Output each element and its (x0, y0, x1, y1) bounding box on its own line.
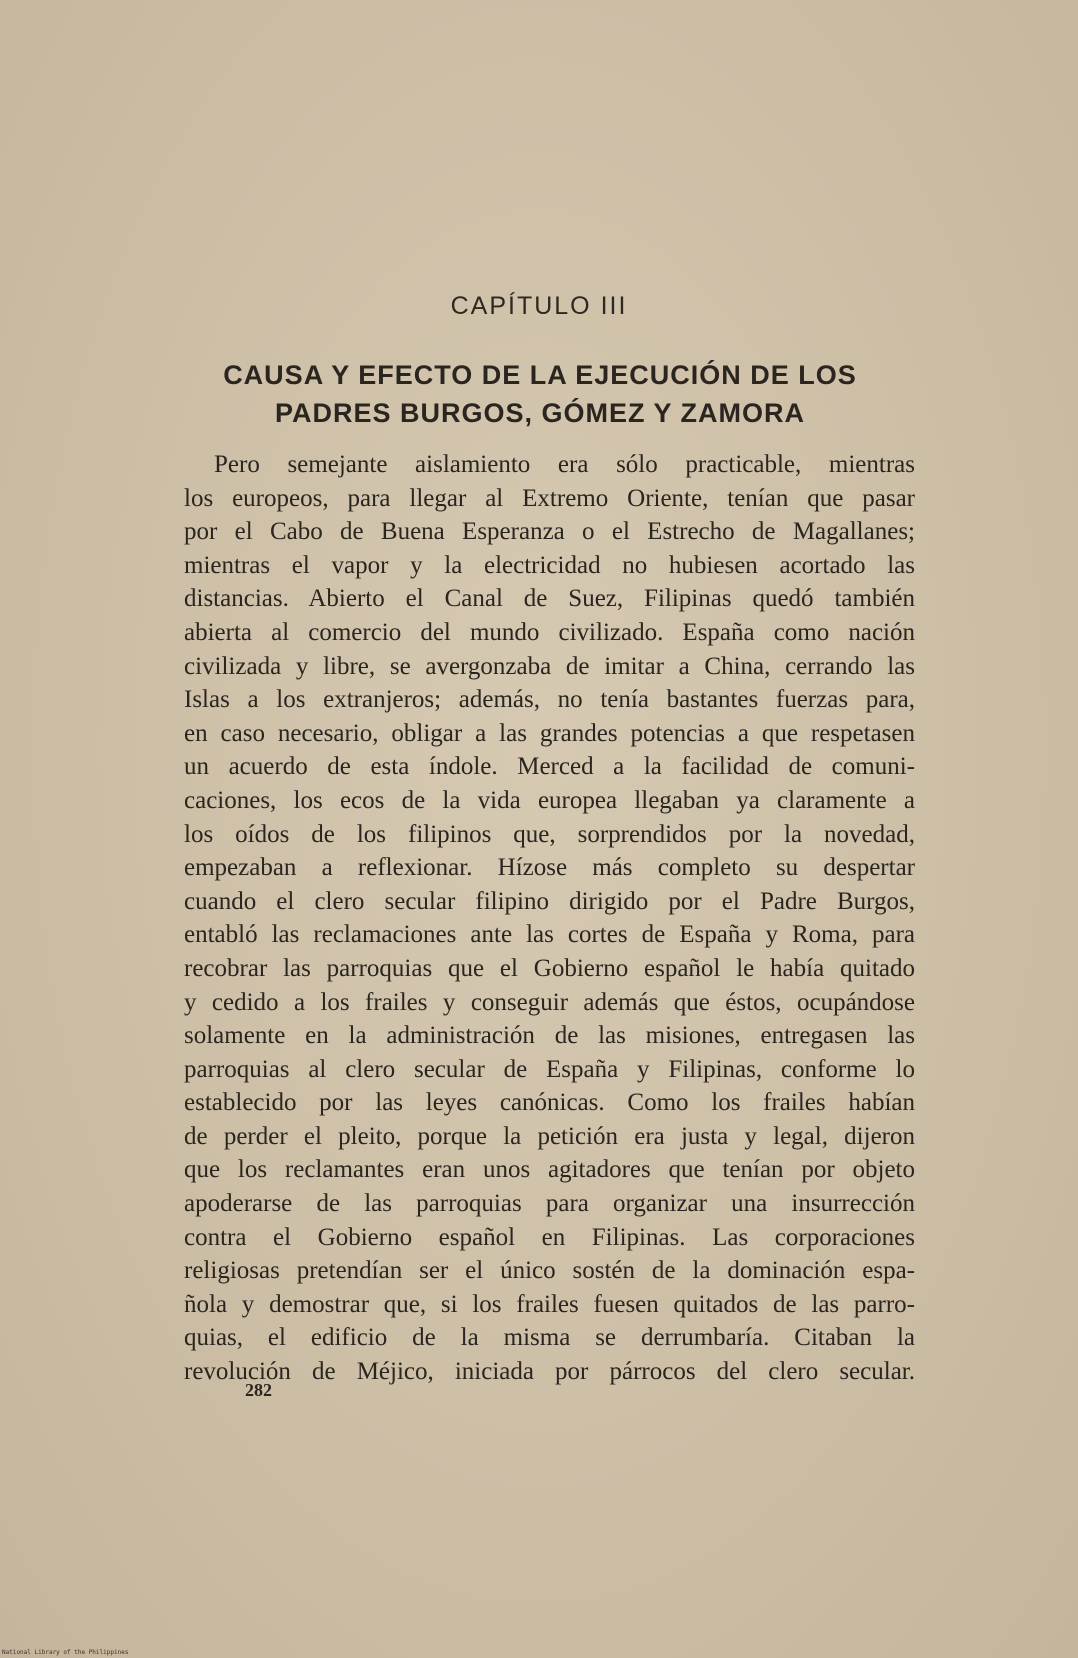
text-line: de perder el pleito, porque la petición era justa y legal, dijeron (184, 1122, 915, 1150)
chapter-title-line: PADRES BURGOS, GÓMEZ Y ZAMORA (274, 398, 806, 428)
text-line: recobrar las parroquias que el Gobierno español le había quitado (184, 954, 915, 982)
text-line: entabló las reclamaciones ante las cortes de España y Roma, para (184, 921, 915, 949)
page-number: 282 (245, 1380, 272, 1400)
footer-credit: National Library of the Philippines (2, 1649, 129, 1656)
text-line: que los reclamantes eran unos agitadores que tenían por objeto (184, 1156, 915, 1184)
text-line: apoderarse de las parroquias para organizar una insurrección (184, 1190, 915, 1218)
text-line: ñola y demostrar que, si los frailes fuesen quitados de las parro- (184, 1290, 915, 1318)
text-line: revolución de Méjico, iniciada por párrocos del clero secular. (184, 1358, 915, 1386)
text-line: establecido por las leyes canónicas. Como los frailes habían (184, 1089, 915, 1117)
text-line: solamente en la administración de las misiones, entregasen las (184, 1022, 915, 1050)
chapter-title-line: CAUSA Y EFECTO DE LA EJECUCIÓN DE LOS (223, 360, 857, 390)
text-line: civilizada y libre, se avergonzaba de imitar a China, cerrando las (184, 652, 915, 680)
text-line: cuando el clero secular filipino dirigido por el Padre Burgos, (184, 887, 915, 915)
text-line: por el Cabo de Buena Esperanza o el Estrecho de Magallanes; (184, 518, 915, 546)
text-line: religiosas pretendían ser el único sostén de la dominación espa- (184, 1257, 915, 1285)
text-line: empezaban a reflexionar. Hízose más completo su despertar (184, 854, 915, 882)
text-line: un acuerdo de esta índole. Merced a la facilidad de comuni- (184, 753, 915, 781)
text-line: en caso necesario, obligar a las grandes potencias a que respetasen (184, 719, 915, 747)
text-line: abierta al comercio del mundo civilizado. España como nación (184, 618, 915, 646)
text-line: y cedido a los frailes y conseguir además que éstos, ocupándose (184, 988, 915, 1016)
text-line: mientras el vapor y la electricidad no hubiesen acortado las (184, 551, 915, 579)
chapter-label: CAPÍTULO III (450, 292, 628, 320)
text-line: caciones, los ecos de la vida europea llegaban ya claramente a (184, 786, 915, 814)
chapter-title (160, 356, 920, 432)
body-paragraph (184, 448, 915, 1389)
text-line: Pero semejante aislamiento era sólo practicable, mientras (214, 451, 915, 478)
text-line: quias, el edificio de la misma se derrumbaría. Citaban la (184, 1324, 915, 1352)
text-line: parroquias al clero secular de España y Filipinas, conforme lo (184, 1055, 915, 1083)
text-line: los europeos, para llegar al Extremo Oriente, tenían que pasar (184, 484, 915, 512)
text-line: Islas a los extranjeros; además, no tenía bastantes fuerzas para, (184, 686, 915, 714)
text-line: distancias. Abierto el Canal de Suez, Filipinas quedó también (184, 585, 915, 613)
text-line: contra el Gobierno español en Filipinas. Las corporaciones (184, 1223, 915, 1251)
text-line: los oídos de los filipinos que, sorprendidos por la novedad, (184, 820, 915, 848)
